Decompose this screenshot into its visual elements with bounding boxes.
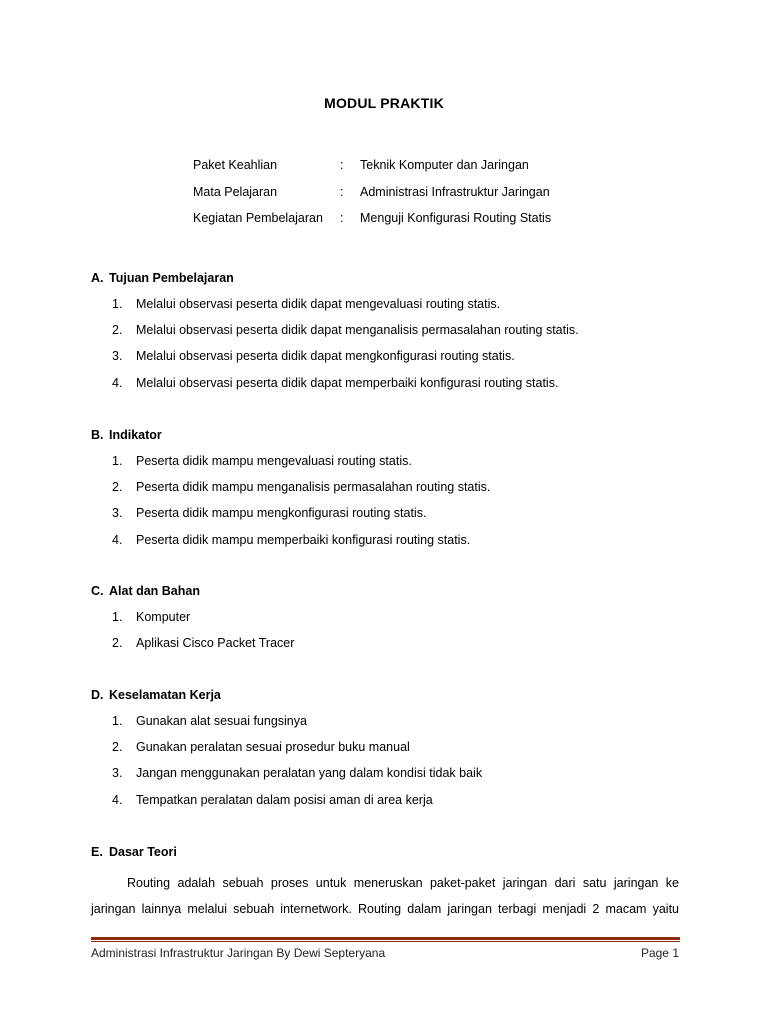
- section-letter: B.: [91, 428, 104, 442]
- list-item: [91, 506, 427, 532]
- meta-key: Paket Keahlian: [193, 158, 278, 172]
- section-letter: D.: [91, 688, 104, 702]
- meta-value: Teknik Komputer dan Jaringan: [360, 158, 529, 172]
- list-item: [91, 349, 515, 375]
- section-heading: [91, 845, 177, 871]
- list-item-number: 2.: [112, 323, 123, 338]
- list-item-number: 1.: [112, 714, 123, 728]
- list-item-text: Melalui observasi peserta didik dapat mengevaluasi routing statis.: [136, 297, 501, 311]
- section-heading-text: Keselamatan Kerja: [109, 688, 221, 702]
- list-item-text: Gunakan alat sesuai fungsinya: [136, 714, 307, 728]
- list-item-number: 3.: [112, 506, 123, 521]
- footer-rule-thick: [91, 937, 680, 940]
- list-item: [91, 375, 559, 402]
- list-item: [91, 766, 483, 792]
- list-item-text: Peserta didik mampu menganalisis permasalahan routing statis.: [136, 480, 491, 495]
- section-indikator: [91, 428, 491, 559]
- list-item-text: Gunakan peralatan sesuai prosedur buku manual: [136, 740, 410, 755]
- list-item-text: Melalui observasi peserta didik dapat mengkonfigurasi routing statis.: [136, 349, 515, 364]
- list-item: [91, 480, 491, 506]
- list-item: [91, 297, 501, 323]
- meta-colon: :: [340, 211, 344, 225]
- meta-key: Kegiatan Pembelajaran: [193, 211, 323, 225]
- list-item-number: 1.: [112, 297, 123, 311]
- section-dasar-teori: [91, 845, 177, 871]
- footer-text: Administrasi Infrastruktur Jaringan By Dewi Septeryana: [91, 946, 386, 960]
- section-letter: E.: [91, 845, 103, 859]
- meta-key: Mata Pelajaran: [193, 184, 278, 199]
- list-item-number: 1.: [112, 454, 123, 468]
- theory-paragraph: [91, 870, 679, 922]
- section-alat-dan-bahan: [91, 584, 295, 662]
- list-item-text: Peserta didik mampu mengevaluasi routing statis.: [136, 454, 412, 468]
- list-item-text: Melalui observasi peserta didik dapat memperbaiki konfigurasi routing statis.: [136, 375, 559, 390]
- section-letter: A.: [91, 271, 104, 285]
- list-item-number: 3.: [112, 766, 123, 781]
- section-heading: [91, 271, 234, 297]
- section-heading: [91, 688, 221, 714]
- list-item-number: 4.: [112, 532, 123, 547]
- section-heading-text: Alat dan Bahan: [109, 584, 200, 598]
- list-item-text: Peserta didik mampu mengkonfigurasi routing statis.: [136, 506, 427, 521]
- paragraph-line-1: Routing adalah sebuah proses untuk meneruskan paket-paket jaringan dari satu jaringan ke: [127, 876, 679, 890]
- section-tujuan-pembelajaran: [91, 271, 579, 402]
- list-item-text: Jangan menggunakan peralatan yang dalam kondisi tidak baik: [136, 766, 483, 781]
- list-item: [91, 740, 410, 766]
- section-heading-text: Tujuan Pembelajaran: [109, 271, 234, 285]
- meta-value: Menguji Konfigurasi Routing Statis: [360, 211, 552, 225]
- list-item-number: 4.: [112, 375, 123, 390]
- list-item: [91, 532, 471, 559]
- list-item-text: Melalui observasi peserta didik dapat menganalisis permasalahan routing statis.: [136, 323, 579, 338]
- list-item-text: Peserta didik mampu memperbaiki konfigurasi routing statis.: [136, 532, 471, 547]
- list-item: [91, 610, 200, 636]
- list-item: [91, 714, 307, 740]
- section-heading: [91, 428, 162, 454]
- page-number: Page 1: [640, 946, 679, 960]
- section-heading-text: Dasar Teori: [109, 845, 177, 859]
- list-item: [91, 454, 412, 480]
- list-item-number: 2.: [112, 636, 123, 651]
- list-item-number: 2.: [112, 480, 123, 495]
- list-item: [91, 636, 295, 662]
- list-item-number: 4.: [112, 792, 123, 807]
- list-item: [91, 323, 579, 349]
- document-title: MODUL PRAKTIK: [324, 95, 444, 111]
- section-heading: [91, 584, 200, 610]
- list-item-number: 1.: [112, 610, 123, 624]
- list-item-text: Tempatkan peralatan dalam posisi aman di area kerja: [136, 792, 433, 807]
- section-keselamatan-kerja: [91, 688, 483, 819]
- section-heading-text: Indikator: [109, 428, 162, 442]
- meta-value: Administrasi Infrastruktur Jaringan: [360, 184, 550, 199]
- list-item-number: 2.: [112, 740, 123, 755]
- meta-colon: :: [340, 158, 344, 172]
- list-item-number: 3.: [112, 349, 123, 364]
- meta-colon: :: [340, 184, 344, 199]
- list-item-text: Komputer: [136, 610, 191, 624]
- paragraph-line-2: jaringan lainnya melalui sebuah internetwork. Routing dalam jaringan terbagi menjadi 2 macam yaitu: [91, 902, 679, 916]
- footer-rule-thin: [91, 941, 680, 942]
- list-item-text: Aplikasi Cisco Packet Tracer: [136, 636, 295, 651]
- list-item: [91, 792, 433, 819]
- section-letter: C.: [91, 584, 104, 598]
